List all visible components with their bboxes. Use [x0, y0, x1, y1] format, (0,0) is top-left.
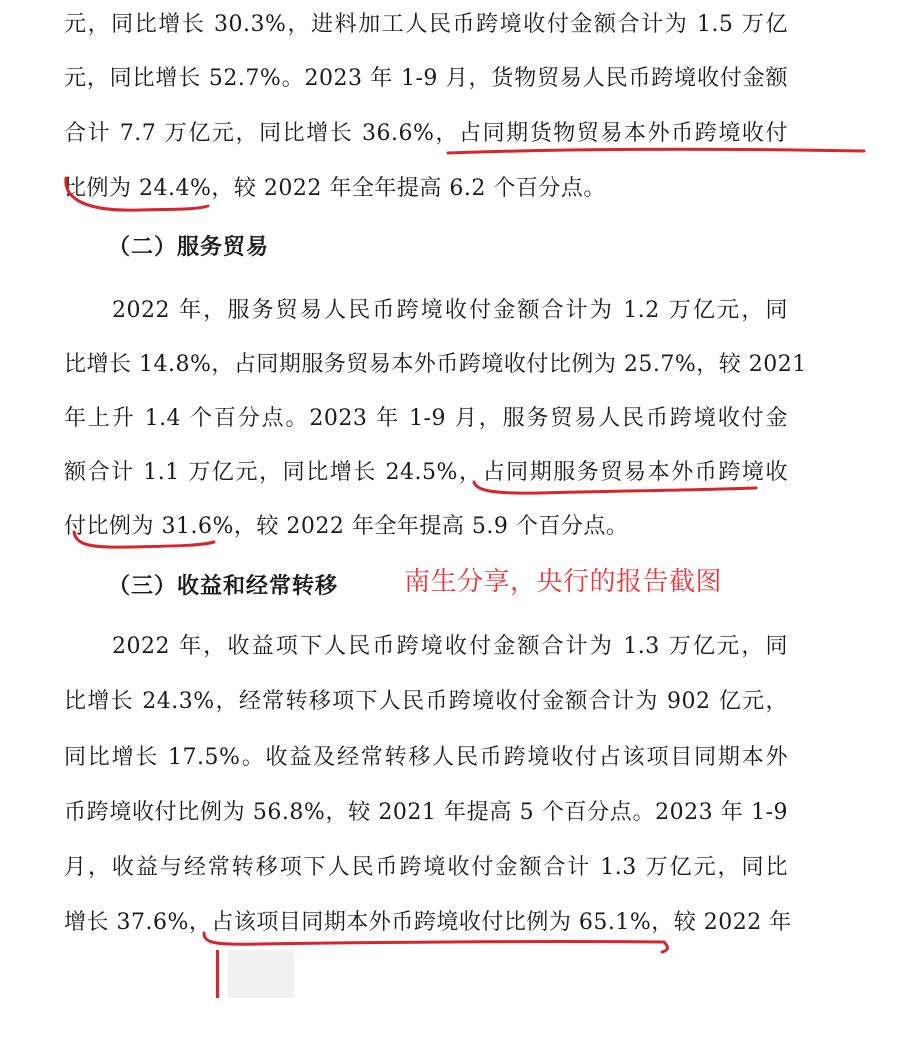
underline-stroke-goods-1	[448, 149, 864, 153]
section-heading-income: （三）收益和经常转移	[108, 574, 339, 599]
paragraph-line: 额合计 1.1 万亿元，同比增长 24.5%，占同期服务贸易本外币跨境收	[64, 460, 788, 485]
cursor-highlight	[228, 950, 294, 998]
paragraph-line: 元，同比增长 30.3%，进料加工人民币跨境收付金额合计为 1.5 万亿	[64, 12, 788, 37]
paragraph-line: 2022 年，服务贸易人民币跨境收付金额合计为 1.2 万亿元，同	[112, 298, 788, 323]
paragraph-line: 2022 年，收益项下人民币跨境收付金额合计为 1.3 万亿元，同	[112, 634, 788, 659]
paragraph-line: 合计 7.7 万亿元，同比增长 36.6%，占同期货物贸易本外币跨境收付	[64, 121, 788, 146]
paragraph-line: 币跨境收付比例为 56.8%，较 2021 年提高 5 个百分点。2023 年 1-9	[64, 800, 788, 825]
text-cursor-icon	[216, 950, 219, 998]
paragraph-line: 比增长 24.3%，经常转移项下人民币跨境收付金额合计为 902 亿元，	[64, 689, 788, 714]
annotation-text: 南生分享，央行的报告截图	[404, 567, 723, 597]
section-heading-services: （二）服务贸易	[108, 235, 270, 260]
paragraph-line: 付比例为 31.6%，较 2022 年全年提高 5.9 个百分点。	[64, 514, 629, 539]
paragraph-line: 元，同比增长 52.7%。2023 年 1-9 月，货物贸易人民币跨境收付金额	[64, 66, 788, 91]
paragraph-line: 月，收益与经常转移项下人民币跨境收付金额合计 1.3 万亿元，同比	[64, 855, 788, 880]
paragraph-line: 增长 37.6%，占该项目同期本外币跨境收付比例为 65.1%，较 2022 年	[64, 910, 792, 935]
paragraph-line: 年上升 1.4 个百分点。2023 年 1-9 月，服务贸易人民币跨境收付金	[64, 406, 788, 431]
paragraph-line: 比例为 24.4%，较 2022 年全年提高 6.2 个百分点。	[64, 176, 606, 201]
paragraph-line: 比增长 14.8%，占同期服务贸易本外币跨境收付比例为 25.7%，较 2021	[64, 352, 807, 377]
paragraph-line: 同比增长 17.5%。收益及经常转移人民币跨境收付占该项目同期本外	[64, 745, 788, 770]
